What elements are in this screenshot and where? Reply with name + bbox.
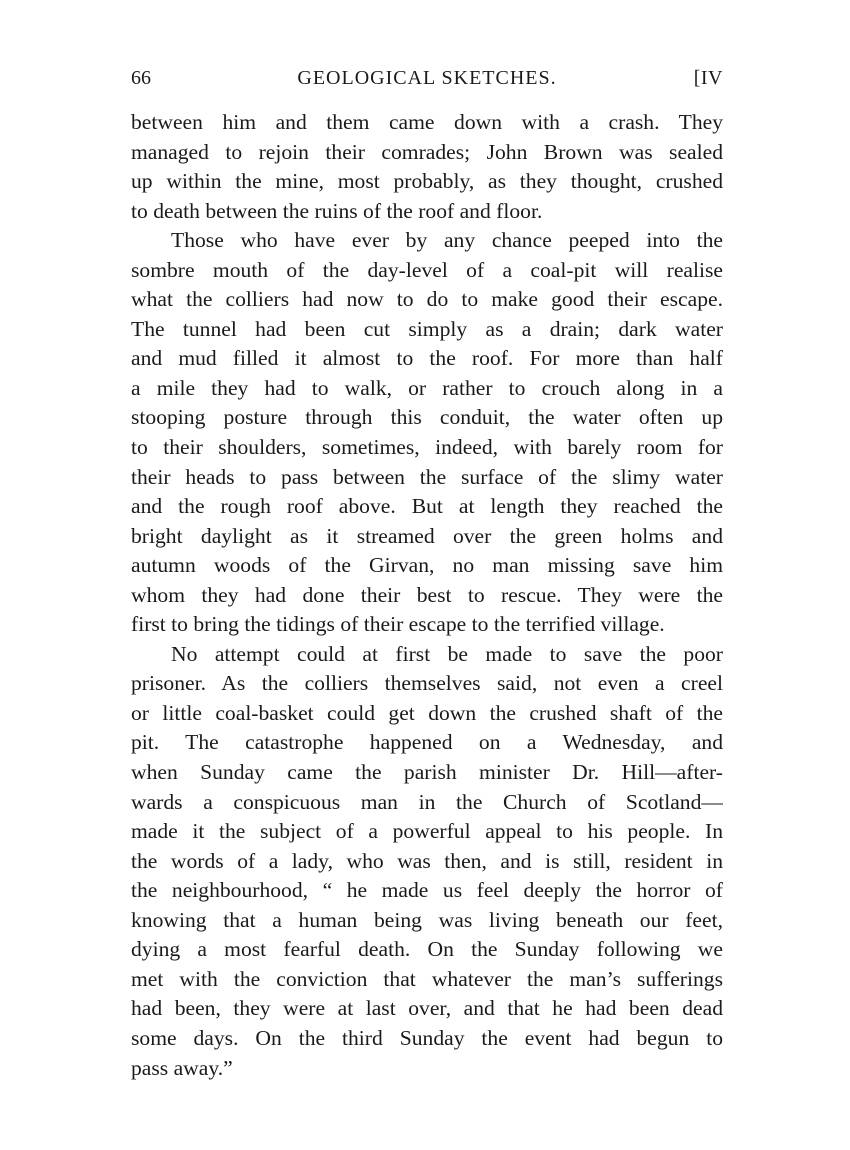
text-line: their heads to pass between the surface of the slimy water bbox=[131, 464, 723, 489]
paragraph bbox=[131, 108, 723, 226]
text-line: met with the conviction that whatever the man’s sufferings bbox=[131, 966, 723, 991]
text-line: to their shoulders, sometimes, indeed, with barely room for bbox=[131, 435, 723, 460]
text-line: and the rough roof above. But at length they reached the bbox=[131, 494, 723, 519]
text-line: between him and them came down with a crash. They bbox=[131, 110, 723, 134]
text-line: The tunnel had been cut simply as a drain; dark water bbox=[131, 316, 723, 341]
text-line: knowing that a human being was living beneath our feet, bbox=[131, 907, 723, 932]
text-line: dying a most fearful death. On the Sunday following we bbox=[131, 937, 723, 962]
text-line: a mile they had to walk, or rather to crouch along in a bbox=[131, 375, 723, 400]
text-line: to death between the ruins of the roof and floor. bbox=[131, 198, 543, 223]
text-line: pass away.” bbox=[131, 1055, 233, 1080]
text-line: made it the subject of a powerful appeal to his people. In bbox=[131, 819, 723, 844]
text-line: up within the mine, most probably, as they thought, crushed bbox=[131, 169, 723, 194]
text-line: autumn woods of the Girvan, no man missing save him bbox=[131, 553, 723, 578]
paragraph bbox=[131, 640, 723, 1083]
running-title: GEOLOGICAL SKETCHES. bbox=[297, 67, 557, 89]
text-line: the words of a lady, who was then, and is still, resident in bbox=[131, 848, 723, 873]
text-line: when Sunday came the parish minister Dr. Hill—after- bbox=[131, 760, 723, 785]
text-line: wards a conspicuous man in the Church of Scotland— bbox=[131, 789, 723, 814]
text-line: first to bring the tidings of their escape to the terrified village. bbox=[131, 612, 665, 637]
paragraph bbox=[131, 226, 723, 640]
text-line: bright daylight as it streamed over the green holms and bbox=[131, 523, 723, 548]
text-line: pit. The catastrophe happened on a Wednesday, and bbox=[131, 730, 723, 755]
text-line: stooping posture through this conduit, the water often up bbox=[131, 405, 723, 430]
running-head bbox=[131, 64, 723, 92]
text-line: or little coal-basket could get down the crushed shaft of the bbox=[131, 700, 723, 725]
page-number: 66 bbox=[131, 67, 151, 89]
text-line: had been, they were at last over, and that he had been dead bbox=[131, 996, 723, 1021]
text-line: Those who have ever by any chance peeped into the bbox=[171, 228, 723, 253]
text-line: prisoner. As the colliers themselves said, not even a creel bbox=[131, 671, 723, 696]
text-line: what the colliers had now to do to make good their escape. bbox=[131, 287, 723, 312]
text-line: and mud filled it almost to the roof. For more than half bbox=[131, 346, 723, 371]
text-line: sombre mouth of the day-level of a coal-pit will realise bbox=[131, 257, 723, 282]
body-text bbox=[131, 108, 723, 1083]
text-line: whom they had done their best to rescue. They were the bbox=[131, 582, 723, 607]
text-line: managed to rejoin their comrades; John Brown was sealed bbox=[131, 139, 723, 164]
chapter-marker: [IV bbox=[693, 67, 723, 89]
text-line: some days. On the third Sunday the event had begun to bbox=[131, 1025, 723, 1050]
text-line: the neighbourhood, “ he made us feel deeply the horror of bbox=[131, 878, 723, 903]
text-line: No attempt could at first be made to save the poor bbox=[171, 641, 723, 666]
